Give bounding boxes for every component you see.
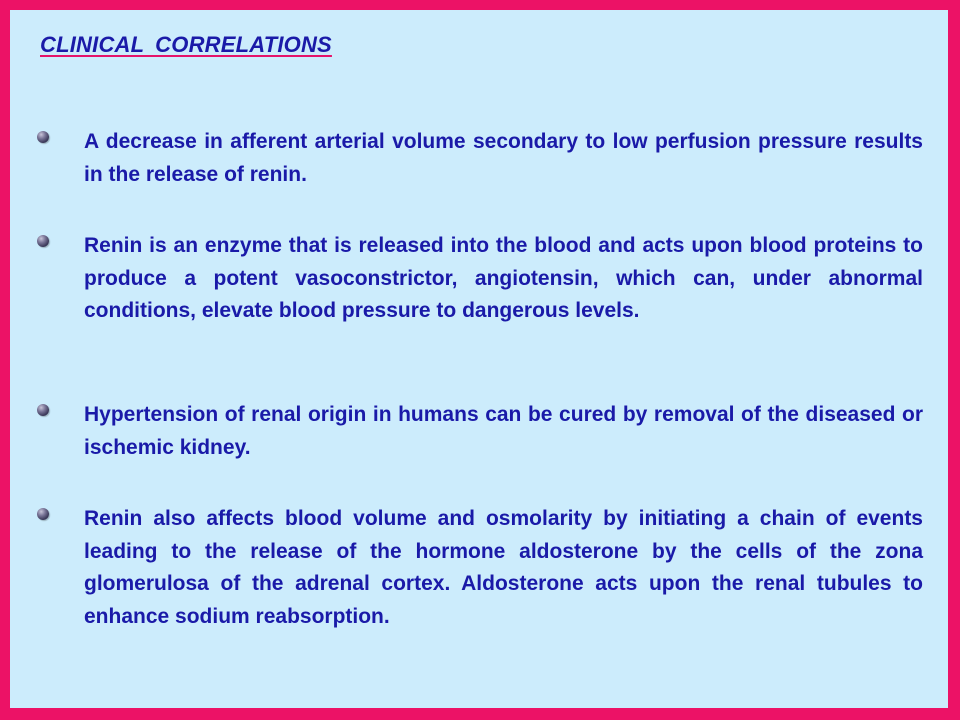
bullet-text: Hypertension of renal origin in humans can be cured by removal of the diseased or ischemic kidney.: [84, 403, 923, 459]
sphere-bullet-icon: [37, 131, 49, 143]
bullet-text: Renin also affects blood volume and osmolarity by initiating a chain of events leading to the release of the hormone aldosterone by the cells of the zona glomerulosa of the adrenal cortex. Aldosterone acts upon the renal tubules to enhance sodium reabsorption.: [84, 507, 923, 628]
bullet-text: A decrease in afferent arterial volume secondary to low perfusion pressure results in the release of renin.: [84, 130, 923, 186]
bullet-text: Renin is an enzyme that is released into the blood and acts upon blood proteins to produce a potent vasoconstrictor, angiotensin, which can, under abnormal conditions, elevate blood pressure to dangerous levels.: [84, 234, 923, 322]
sphere-bullet-icon: [37, 235, 49, 247]
slide-title: CLINICAL CORRELATIONS: [40, 32, 332, 57]
sphere-bullet-icon: [37, 508, 49, 520]
slide-content-area: [10, 10, 948, 708]
bullet-list: [10, 10, 948, 708]
sphere-bullet-icon: [37, 404, 49, 416]
